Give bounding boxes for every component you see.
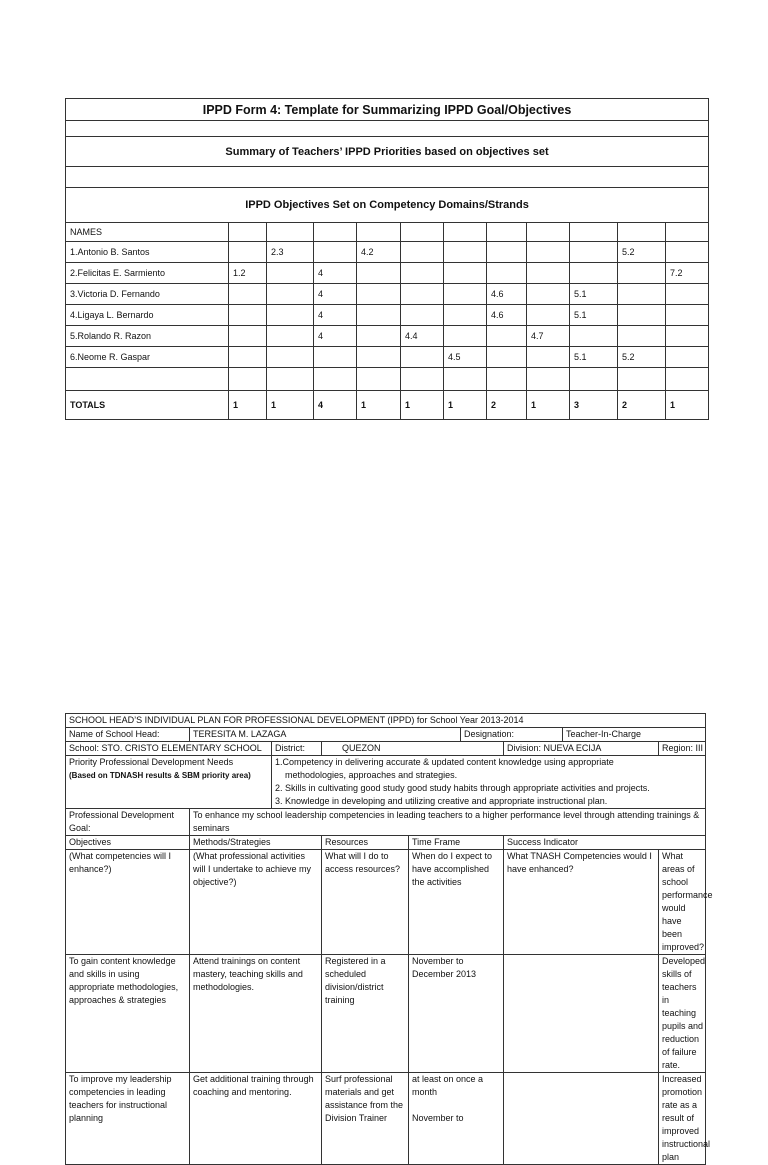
total-cell: 1 bbox=[527, 391, 570, 420]
competency-cell bbox=[229, 347, 267, 368]
q-school-performance: What areas of school performance would have been improved? bbox=[659, 850, 706, 955]
total-cell: 1 bbox=[444, 391, 487, 420]
competency-cell: 5.1 bbox=[570, 305, 618, 326]
form4-subtitle: Summary of Teachers’ IPPD Priorities based on objectives set bbox=[66, 137, 709, 167]
q-methods: (What professional activities will I undertake to achieve my objective?) bbox=[190, 850, 322, 955]
competency-cell bbox=[267, 347, 314, 368]
competency-cell bbox=[444, 305, 487, 326]
competency-cell: 2.3 bbox=[267, 242, 314, 263]
total-cell: 2 bbox=[618, 391, 666, 420]
objective-2: To improve my leadership competencies in leading teachers for instructional planning bbox=[66, 1073, 190, 1165]
competency-cell bbox=[357, 347, 401, 368]
teacher-name: 4.Ligaya L. Bernardo bbox=[66, 305, 229, 326]
form4-blank-row bbox=[66, 121, 709, 137]
need-3: 3. Knowledge in developing and utilizing creative and appropriate instructional plan. bbox=[275, 796, 608, 806]
teacher-row bbox=[66, 305, 709, 326]
total-cell: 3 bbox=[570, 391, 618, 420]
col-methods: Methods/Strategies bbox=[190, 836, 322, 850]
competency-cell: 4.2 bbox=[357, 242, 401, 263]
competency-cell bbox=[666, 347, 709, 368]
resource-1: Registered in a scheduled division/district training bbox=[322, 955, 409, 1073]
teacher-row bbox=[66, 284, 709, 305]
time-frame-1: November to December 2013 bbox=[409, 955, 504, 1073]
competency-cell bbox=[618, 263, 666, 284]
competency-cell bbox=[314, 347, 357, 368]
tnash-1 bbox=[504, 955, 659, 1073]
division: Division: NUEVA ECIJA bbox=[504, 742, 659, 756]
competency-cell bbox=[487, 326, 527, 347]
teacher-row bbox=[66, 242, 709, 263]
competency-cell bbox=[267, 263, 314, 284]
priority-needs-list bbox=[272, 756, 706, 809]
school-name: School: STO. CRISTO ELEMENTARY SCHOOL bbox=[66, 742, 272, 756]
competency-cell bbox=[487, 263, 527, 284]
priority-needs-label-cell bbox=[66, 756, 272, 809]
total-cell: 4 bbox=[314, 391, 357, 420]
totals-row bbox=[66, 391, 709, 420]
total-cell: 1 bbox=[357, 391, 401, 420]
priority-needs-sub: (Based on TDNASH results & SBM priority area) bbox=[69, 771, 251, 780]
teacher-name: 1.Antonio B. Santos bbox=[66, 242, 229, 263]
competency-cell bbox=[618, 326, 666, 347]
form4-domains-heading: IPPD Objectives Set on Competency Domains/Strands bbox=[66, 188, 709, 223]
performance-1: Developed skills of teachers in teaching pupils and reduction of failure rate. bbox=[659, 955, 706, 1073]
competency-cell bbox=[401, 347, 444, 368]
competency-cell: 5.1 bbox=[570, 347, 618, 368]
district-label: District: bbox=[272, 742, 322, 756]
form4-blank-row bbox=[66, 167, 709, 188]
competency-cell bbox=[314, 242, 357, 263]
competency-cell bbox=[444, 326, 487, 347]
competency-cell bbox=[666, 242, 709, 263]
competency-cell: 1.2 bbox=[229, 263, 267, 284]
competency-cell bbox=[357, 263, 401, 284]
competency-cell bbox=[618, 284, 666, 305]
competency-cell bbox=[444, 242, 487, 263]
q-resources: What will I do to access resources? bbox=[322, 850, 409, 955]
totals-label: TOTALS bbox=[66, 391, 229, 420]
goal-text: To enhance my school leadership competencies in leading teachers to a higher performance level through attending trainings & seminars bbox=[190, 809, 706, 836]
competency-cell bbox=[401, 284, 444, 305]
competency-cell bbox=[527, 242, 570, 263]
col-time-frame: Time Frame bbox=[409, 836, 504, 850]
competency-cell: 5.2 bbox=[618, 347, 666, 368]
competency-cell: 4 bbox=[314, 305, 357, 326]
competency-cell bbox=[527, 347, 570, 368]
teacher-row bbox=[66, 326, 709, 347]
competency-cell bbox=[527, 284, 570, 305]
competency-cell bbox=[267, 284, 314, 305]
competency-cell: 4.5 bbox=[444, 347, 487, 368]
teacher-name: 2.Felicitas E. Sarmiento bbox=[66, 263, 229, 284]
region: Region: III bbox=[659, 742, 706, 756]
total-cell: 1 bbox=[229, 391, 267, 420]
district-value: QUEZON bbox=[322, 742, 504, 756]
form4-blank-row bbox=[66, 368, 709, 391]
time-frame-2: at least on once a month November to bbox=[409, 1073, 504, 1165]
competency-cell bbox=[357, 326, 401, 347]
names-label: NAMES bbox=[66, 223, 229, 242]
ippd-form4-table bbox=[65, 98, 709, 420]
competency-cell bbox=[444, 284, 487, 305]
need-1-cont: methodologies, approaches and strategies. bbox=[285, 770, 458, 780]
priority-needs-label: Priority Professional Development Needs bbox=[69, 757, 234, 767]
tnash-2 bbox=[504, 1073, 659, 1165]
competency-cell bbox=[401, 263, 444, 284]
competency-cell bbox=[527, 305, 570, 326]
competency-cell: 4 bbox=[314, 263, 357, 284]
competency-cell: 5.1 bbox=[570, 284, 618, 305]
competency-cell: 4 bbox=[314, 326, 357, 347]
competency-cell bbox=[267, 326, 314, 347]
method-1: Attend trainings on content mastery, teaching skills and methodologies. bbox=[190, 955, 322, 1073]
designation-label: Designation: bbox=[461, 728, 563, 742]
competency-cell bbox=[357, 284, 401, 305]
competency-cell: 4 bbox=[314, 284, 357, 305]
teacher-name: 6.Neome R. Gaspar bbox=[66, 347, 229, 368]
competency-cell: 4.6 bbox=[487, 305, 527, 326]
resource-2: Surf professional materials and get assistance from the Division Trainer bbox=[322, 1073, 409, 1165]
competency-cell bbox=[229, 305, 267, 326]
col-success-indicator: Success Indicator bbox=[504, 836, 706, 850]
competency-cell: 4.4 bbox=[401, 326, 444, 347]
school-head-name: TERESITA M. LAZAGA bbox=[190, 728, 461, 742]
competency-cell: 4.7 bbox=[527, 326, 570, 347]
total-cell: 1 bbox=[267, 391, 314, 420]
competency-cell bbox=[444, 263, 487, 284]
competency-cell: 5.2 bbox=[618, 242, 666, 263]
total-cell: 1 bbox=[666, 391, 709, 420]
competency-cell bbox=[487, 347, 527, 368]
method-2: Get additional training through coaching and mentoring. bbox=[190, 1073, 322, 1165]
competency-cell bbox=[618, 305, 666, 326]
competency-cell bbox=[229, 326, 267, 347]
competency-cell bbox=[666, 284, 709, 305]
total-cell: 1 bbox=[401, 391, 444, 420]
form4-title: IPPD Form 4: Template for Summarizing IPPD Goal/Objectives bbox=[66, 99, 709, 121]
competency-cell: 7.2 bbox=[666, 263, 709, 284]
competency-cell: 4.6 bbox=[487, 284, 527, 305]
goal-label: Professional Development Goal: bbox=[66, 809, 190, 836]
competency-cell bbox=[666, 326, 709, 347]
col-resources: Resources bbox=[322, 836, 409, 850]
objective-1: To gain content knowledge and skills in using appropriate methodologies, approaches & strategies bbox=[66, 955, 190, 1073]
competency-cell bbox=[401, 305, 444, 326]
competency-cell bbox=[527, 263, 570, 284]
col-objectives: Objectives bbox=[66, 836, 190, 850]
competency-cell bbox=[267, 305, 314, 326]
competency-cell bbox=[401, 242, 444, 263]
q-tnash: What TNASH Competencies would I have enhanced? bbox=[504, 850, 659, 955]
teacher-row bbox=[66, 263, 709, 284]
competency-cell bbox=[570, 326, 618, 347]
performance-2: Increased promotion rate as a result of improved instructional plan bbox=[659, 1073, 706, 1165]
competency-cell bbox=[570, 242, 618, 263]
competency-cell bbox=[487, 242, 527, 263]
teacher-name: 3.Victoria D. Fernando bbox=[66, 284, 229, 305]
need-1: 1.Competency in delivering accurate & updated content knowledge using appropriate bbox=[275, 757, 614, 767]
names-header-row bbox=[66, 223, 709, 242]
designation-value: Teacher-In-Charge bbox=[563, 728, 706, 742]
competency-cell bbox=[229, 284, 267, 305]
school-head-label: Name of School Head: bbox=[66, 728, 190, 742]
q-objectives: (What competencies will I enhance?) bbox=[66, 850, 190, 955]
need-2: 2. Skills in cultivating good study good study habits through appropriate activities and projects. bbox=[275, 783, 650, 793]
teacher-name: 5.Rolando R. Razon bbox=[66, 326, 229, 347]
competency-cell bbox=[666, 305, 709, 326]
school-head-ippd-table bbox=[65, 713, 713, 1165]
teacher-row bbox=[66, 347, 709, 368]
q-time-frame: When do I expect to have accomplished the activities bbox=[409, 850, 504, 955]
competency-cell bbox=[570, 263, 618, 284]
total-cell: 2 bbox=[487, 391, 527, 420]
ippd-title: SCHOOL HEAD’S INDIVIDUAL PLAN FOR PROFESSIONAL DEVELOPMENT (IPPD) for School Year 2013-2014 bbox=[66, 714, 706, 728]
competency-cell bbox=[229, 242, 267, 263]
competency-cell bbox=[357, 305, 401, 326]
